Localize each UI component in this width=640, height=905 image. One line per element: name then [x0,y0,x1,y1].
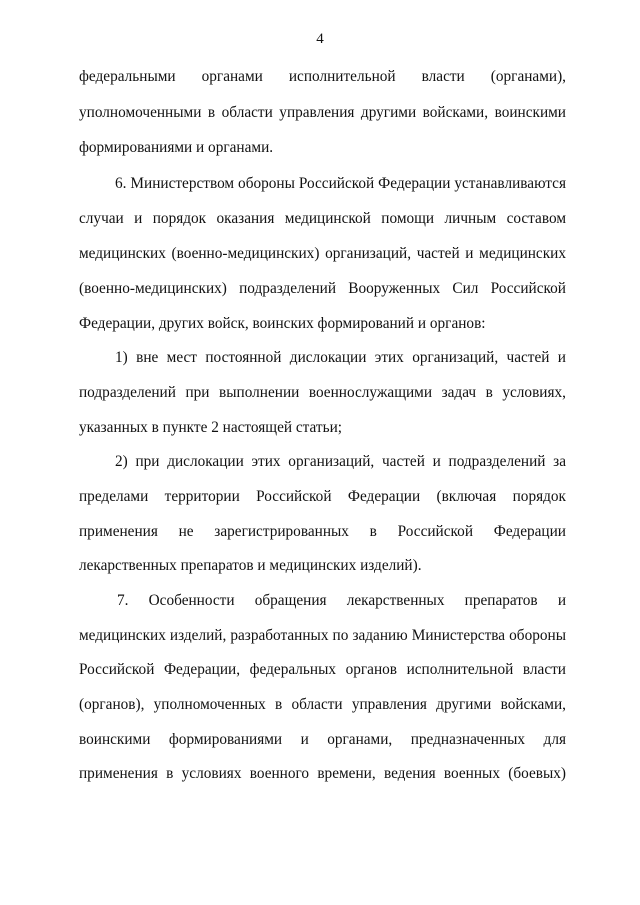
text-line: 2) при дислокации этих организаций, частей и подразделений за [115,453,566,470]
text-line: (органов), уполномоченных в области управления другими войсками, [79,696,566,713]
text-line: пределами территории Российской Федерации (включая порядок [79,488,566,505]
text-line: применения в условиях военного времени, ведения военных (боевых) [79,765,566,782]
text-line: воинскими формированиями и органами, предназначенных для [79,731,566,748]
text-line: медицинских изделий, разработанных по заданию Министерства обороны [79,627,566,644]
text-line: формированиями и органами. [79,139,274,156]
text-line: применения не зарегистрированных в Российской Федерации [79,523,566,540]
text-line: Федерации, других войск, воинских формирований и органов: [79,315,486,332]
text-line: (военно-медицинских) подразделений Вооруженных Сил Российской [79,280,566,297]
text-line: медицинских (военно-медицинских) организаций, частей и медицинских [79,245,566,262]
text-line: случаи и порядок оказания медицинской помощи личным составом [79,210,566,227]
text-line: 1) вне мест постоянной дислокации этих организаций, частей и [115,349,566,366]
page-number: 4 [316,31,324,47]
text-line: лекарственных препаратов и медицинских изделий). [79,557,422,574]
text-line: подразделений при выполнении военнослужащими задач в условиях, [79,384,566,401]
text-line: 6. Министерством обороны Российской Федерации устанавливаются [115,175,566,192]
text-line: 7. Особенности обращения лекарственных препаратов и [117,592,566,609]
text-line: уполномоченными в области управления другими войсками, воинскими [79,104,566,121]
text-line: Российской Федерации, федеральных органов исполнительной власти [79,661,566,678]
text-line: федеральными органами исполнительной власти (органами), [79,68,566,85]
text-line: указанных в пункте 2 настоящей статьи; [79,419,343,436]
